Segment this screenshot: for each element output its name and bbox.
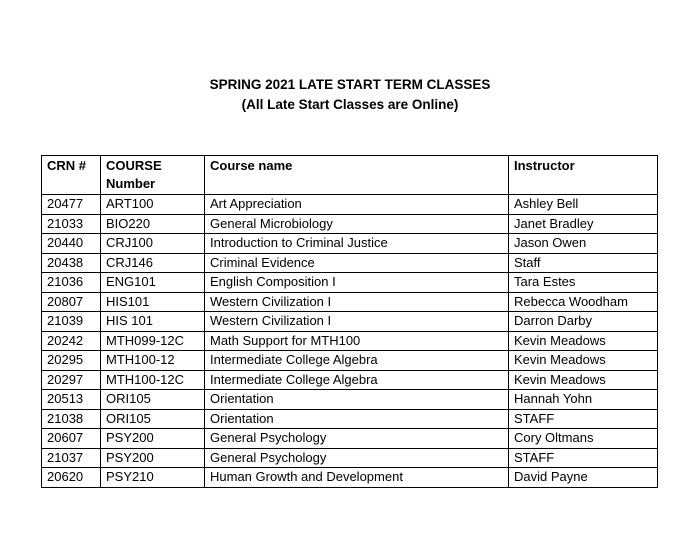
cell-crn: 20242	[42, 331, 101, 351]
cell-course-number: ORI105	[101, 409, 205, 429]
cell-crn: 20440	[42, 234, 101, 254]
cell-course-name: Intermediate College Algebra	[205, 351, 509, 371]
cell-course-number: HIS101	[101, 292, 205, 312]
cell-instructor: Kevin Meadows	[509, 351, 658, 371]
title-line-1: SPRING 2021 LATE START TERM CLASSES	[209, 77, 491, 92]
cell-course-name: Intermediate College Algebra	[205, 370, 509, 390]
cell-course-name: Introduction to Criminal Justice	[205, 234, 509, 254]
header-course-number: COURSE Number	[101, 156, 205, 195]
cell-crn: 20295	[42, 351, 101, 371]
table-row	[42, 390, 658, 410]
cell-course-name: Western Civilization I	[205, 292, 509, 312]
cell-instructor: Ashley Bell	[509, 195, 658, 215]
cell-instructor: Janet Bradley	[509, 214, 658, 234]
cell-course-name: Math Support for MTH100	[205, 331, 509, 351]
table-row	[42, 273, 658, 293]
table-row	[42, 468, 658, 488]
title-line-2: (All Late Start Classes are Online)	[241, 97, 459, 112]
table-row	[42, 331, 658, 351]
cell-course-name: General Microbiology	[205, 214, 509, 234]
cell-crn: 20438	[42, 253, 101, 273]
cell-course-number: ART100	[101, 195, 205, 215]
cell-crn: 21037	[42, 448, 101, 468]
cell-crn: 20807	[42, 292, 101, 312]
table-row	[42, 292, 658, 312]
cell-course-name: Orientation	[205, 409, 509, 429]
cell-instructor: David Payne	[509, 468, 658, 488]
cell-course-number: CRJ146	[101, 253, 205, 273]
cell-instructor: STAFF	[509, 409, 658, 429]
table-row	[42, 195, 658, 215]
cell-instructor: STAFF	[509, 448, 658, 468]
cell-instructor: Kevin Meadows	[509, 370, 658, 390]
table-row	[42, 312, 658, 332]
cell-instructor: Darron Darby	[509, 312, 658, 332]
table-row	[42, 409, 658, 429]
cell-instructor: Kevin Meadows	[509, 331, 658, 351]
header-crn: CRN #	[42, 156, 101, 195]
table-row	[42, 234, 658, 254]
header-instructor: Instructor	[509, 156, 658, 195]
table-body	[42, 195, 658, 488]
cell-crn: 20607	[42, 429, 101, 449]
cell-course-number: ORI105	[101, 390, 205, 410]
cell-course-name: Human Growth and Development	[205, 468, 509, 488]
table-row	[42, 429, 658, 449]
cell-course-name: Art Appreciation	[205, 195, 509, 215]
cell-course-number: PSY210	[101, 468, 205, 488]
cell-course-number: PSY200	[101, 448, 205, 468]
cell-course-name: Western Civilization I	[205, 312, 509, 332]
table-row	[42, 448, 658, 468]
cell-course-name: Orientation	[205, 390, 509, 410]
cell-course-number: MTH100-12	[101, 351, 205, 371]
table-header-row	[42, 156, 658, 195]
table-row	[42, 253, 658, 273]
cell-course-number: PSY200	[101, 429, 205, 449]
cell-crn: 21039	[42, 312, 101, 332]
cell-instructor: Hannah Yohn	[509, 390, 658, 410]
cell-course-name: General Psychology	[205, 448, 509, 468]
cell-course-number: ENG101	[101, 273, 205, 293]
document-title	[0, 75, 700, 115]
table-row	[42, 370, 658, 390]
cell-crn: 21038	[42, 409, 101, 429]
cell-instructor: Jason Owen	[509, 234, 658, 254]
cell-course-number: HIS 101	[101, 312, 205, 332]
cell-crn: 20477	[42, 195, 101, 215]
cell-instructor: Rebecca Woodham	[509, 292, 658, 312]
cell-crn: 20297	[42, 370, 101, 390]
cell-course-number: MTH099-12C	[101, 331, 205, 351]
cell-crn: 20513	[42, 390, 101, 410]
cell-course-number: MTH100-12C	[101, 370, 205, 390]
cell-instructor: Tara Estes	[509, 273, 658, 293]
cell-crn: 21033	[42, 214, 101, 234]
cell-course-name: English Composition I	[205, 273, 509, 293]
cell-instructor: Staff	[509, 253, 658, 273]
table-row	[42, 351, 658, 371]
cell-course-number: BIO220	[101, 214, 205, 234]
cell-crn: 20620	[42, 468, 101, 488]
table-row	[42, 214, 658, 234]
cell-course-number: CRJ100	[101, 234, 205, 254]
cell-instructor: Cory Oltmans	[509, 429, 658, 449]
header-course-name: Course name	[205, 156, 509, 195]
cell-crn: 21036	[42, 273, 101, 293]
cell-course-name: Criminal Evidence	[205, 253, 509, 273]
class-schedule-table	[41, 155, 658, 488]
cell-course-name: General Psychology	[205, 429, 509, 449]
